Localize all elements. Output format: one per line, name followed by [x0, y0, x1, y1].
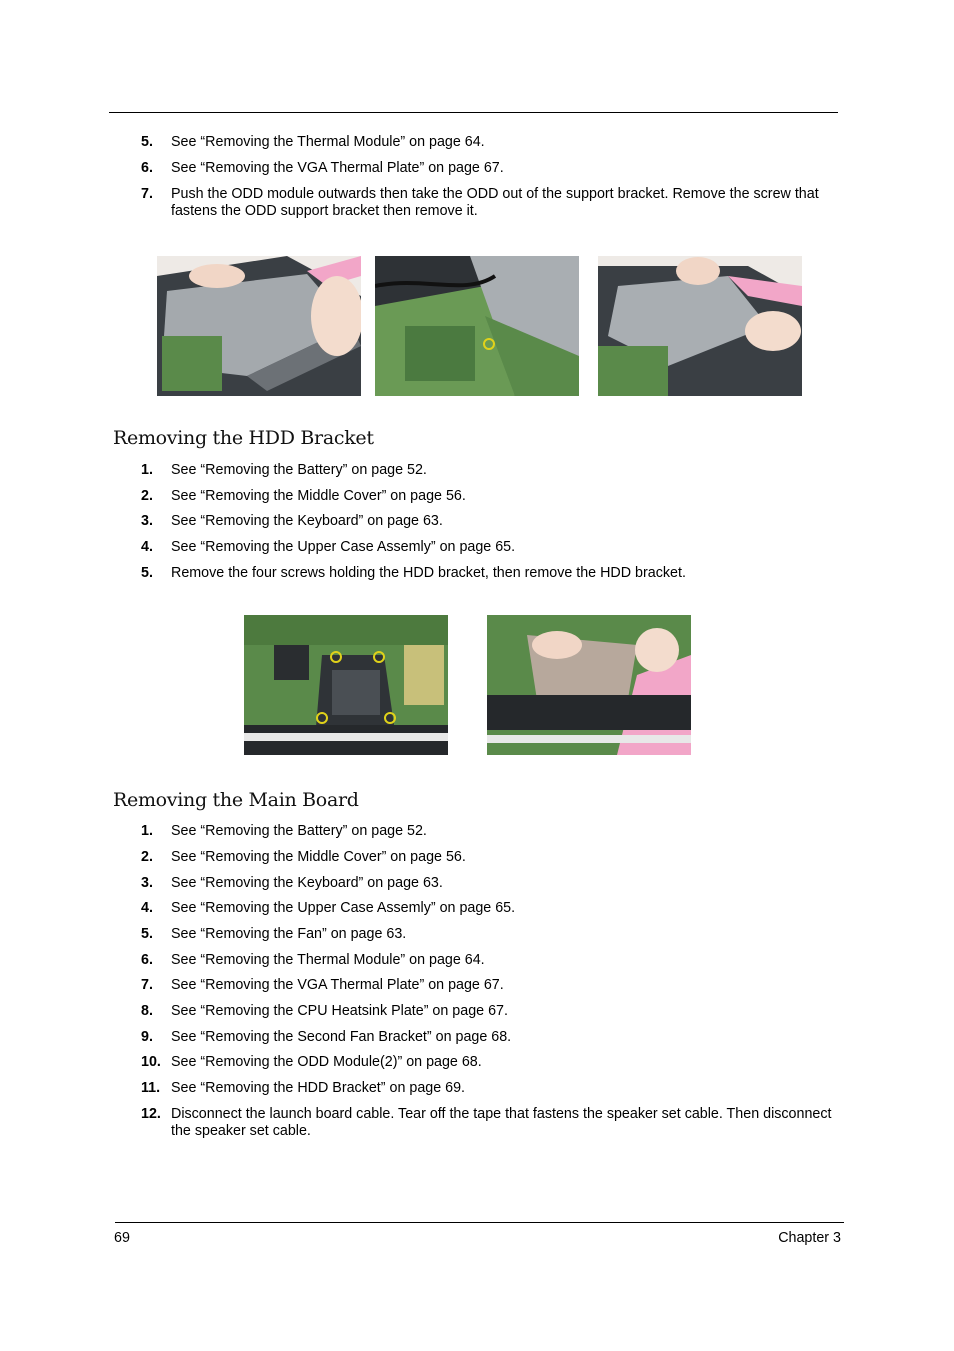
step-number: 5.	[141, 565, 153, 581]
list-item	[141, 849, 841, 866]
list-item	[141, 462, 841, 479]
step-number: 11.	[141, 1080, 161, 1096]
list-item	[141, 875, 841, 892]
step-number: 10.	[141, 1054, 161, 1070]
step-text: See “Removing the Battery” on page 52.	[171, 462, 427, 478]
list-item	[141, 952, 841, 969]
hdd-bracket-removal-photo	[487, 615, 691, 755]
step-number: 6.	[141, 952, 153, 968]
step-text: See “Removing the VGA Thermal Plate” on page 67.	[171, 977, 504, 993]
step-number: 2.	[141, 488, 153, 504]
step-text: See “Removing the Battery” on page 52.	[171, 823, 427, 839]
step-text: Push the ODD module outwards then take the ODD out of the support bracket. Remove the screw that fastens the ODD support bracket then remove it.	[171, 186, 819, 219]
hdd-bracket-screws-photo	[244, 615, 448, 755]
step-text: See “Removing the Second Fan Bracket” on page 68.	[171, 1029, 512, 1045]
list-item	[141, 565, 841, 582]
list-item	[141, 488, 841, 505]
chapter-label: Chapter 3	[778, 1230, 841, 1246]
section-heading-hdd-bracket: Removing the HDD Bracket	[113, 427, 374, 449]
step-text: See “Removing the Upper Case Assemly” on page 65.	[171, 900, 516, 916]
step-text: See “Removing the Upper Case Assemly” on page 65.	[171, 539, 516, 555]
step-text: Remove the four screws holding the HDD bracket, then remove the HDD bracket.	[171, 565, 686, 581]
step-number: 8.	[141, 1003, 153, 1019]
list-item	[141, 186, 841, 220]
step-number: 1.	[141, 462, 153, 478]
step-number: 5.	[141, 926, 153, 942]
step-number: 3.	[141, 513, 153, 529]
step-text: See “Removing the Thermal Module” on page 64.	[171, 134, 485, 150]
header-rule	[109, 112, 838, 113]
step-number: 12.	[141, 1106, 161, 1122]
list-item	[141, 1106, 841, 1140]
page-number: 69	[114, 1230, 130, 1246]
step-text: See “Removing the Keyboard” on page 63.	[171, 513, 443, 529]
list-item	[141, 1080, 841, 1097]
step-number: 7.	[141, 186, 153, 202]
step-number: 2.	[141, 849, 153, 865]
step-number: 4.	[141, 900, 153, 916]
step-text: See “Removing the Fan” on page 63.	[171, 926, 407, 942]
footer-rule	[115, 1222, 844, 1223]
step-text: See “Removing the CPU Heatsink Plate” on page 67.	[171, 1003, 508, 1019]
list-item	[141, 513, 841, 530]
list-item	[141, 134, 841, 151]
step-text: See “Removing the HDD Bracket” on page 69.	[171, 1080, 466, 1096]
list-item	[141, 160, 841, 177]
step-number: 5.	[141, 134, 153, 150]
list-item	[141, 926, 841, 943]
step-number: 7.	[141, 977, 153, 993]
list-item	[141, 1054, 841, 1071]
step-text: See “Removing the Middle Cover” on page 56.	[171, 849, 466, 865]
odd-removal-photo-2	[375, 256, 579, 396]
step-text: See “Removing the VGA Thermal Plate” on page 67.	[171, 160, 504, 176]
step-text: See “Removing the Middle Cover” on page 56.	[171, 488, 466, 504]
step-number: 4.	[141, 539, 153, 555]
step-text: Disconnect the launch board cable. Tear off the tape that fastens the speaker set cable. Then disconnect the speaker set cable.	[171, 1106, 832, 1139]
step-number: 3.	[141, 875, 153, 891]
step-text: See “Removing the Thermal Module” on page 64.	[171, 952, 485, 968]
section-heading-main-board: Removing the Main Board	[113, 789, 359, 811]
step-text: See “Removing the Keyboard” on page 63.	[171, 875, 443, 891]
step-number: 6.	[141, 160, 153, 176]
step-number: 1.	[141, 823, 153, 839]
step-number: 9.	[141, 1029, 153, 1045]
list-item	[141, 1003, 841, 1020]
list-item	[141, 900, 841, 917]
step-text: See “Removing the ODD Module(2)” on page 68.	[171, 1054, 482, 1070]
odd-removal-photo-1	[157, 256, 361, 396]
list-item	[141, 1029, 841, 1046]
list-item	[141, 823, 841, 840]
list-item	[141, 539, 841, 556]
odd-removal-photo-3	[598, 256, 802, 396]
list-item	[141, 977, 841, 994]
